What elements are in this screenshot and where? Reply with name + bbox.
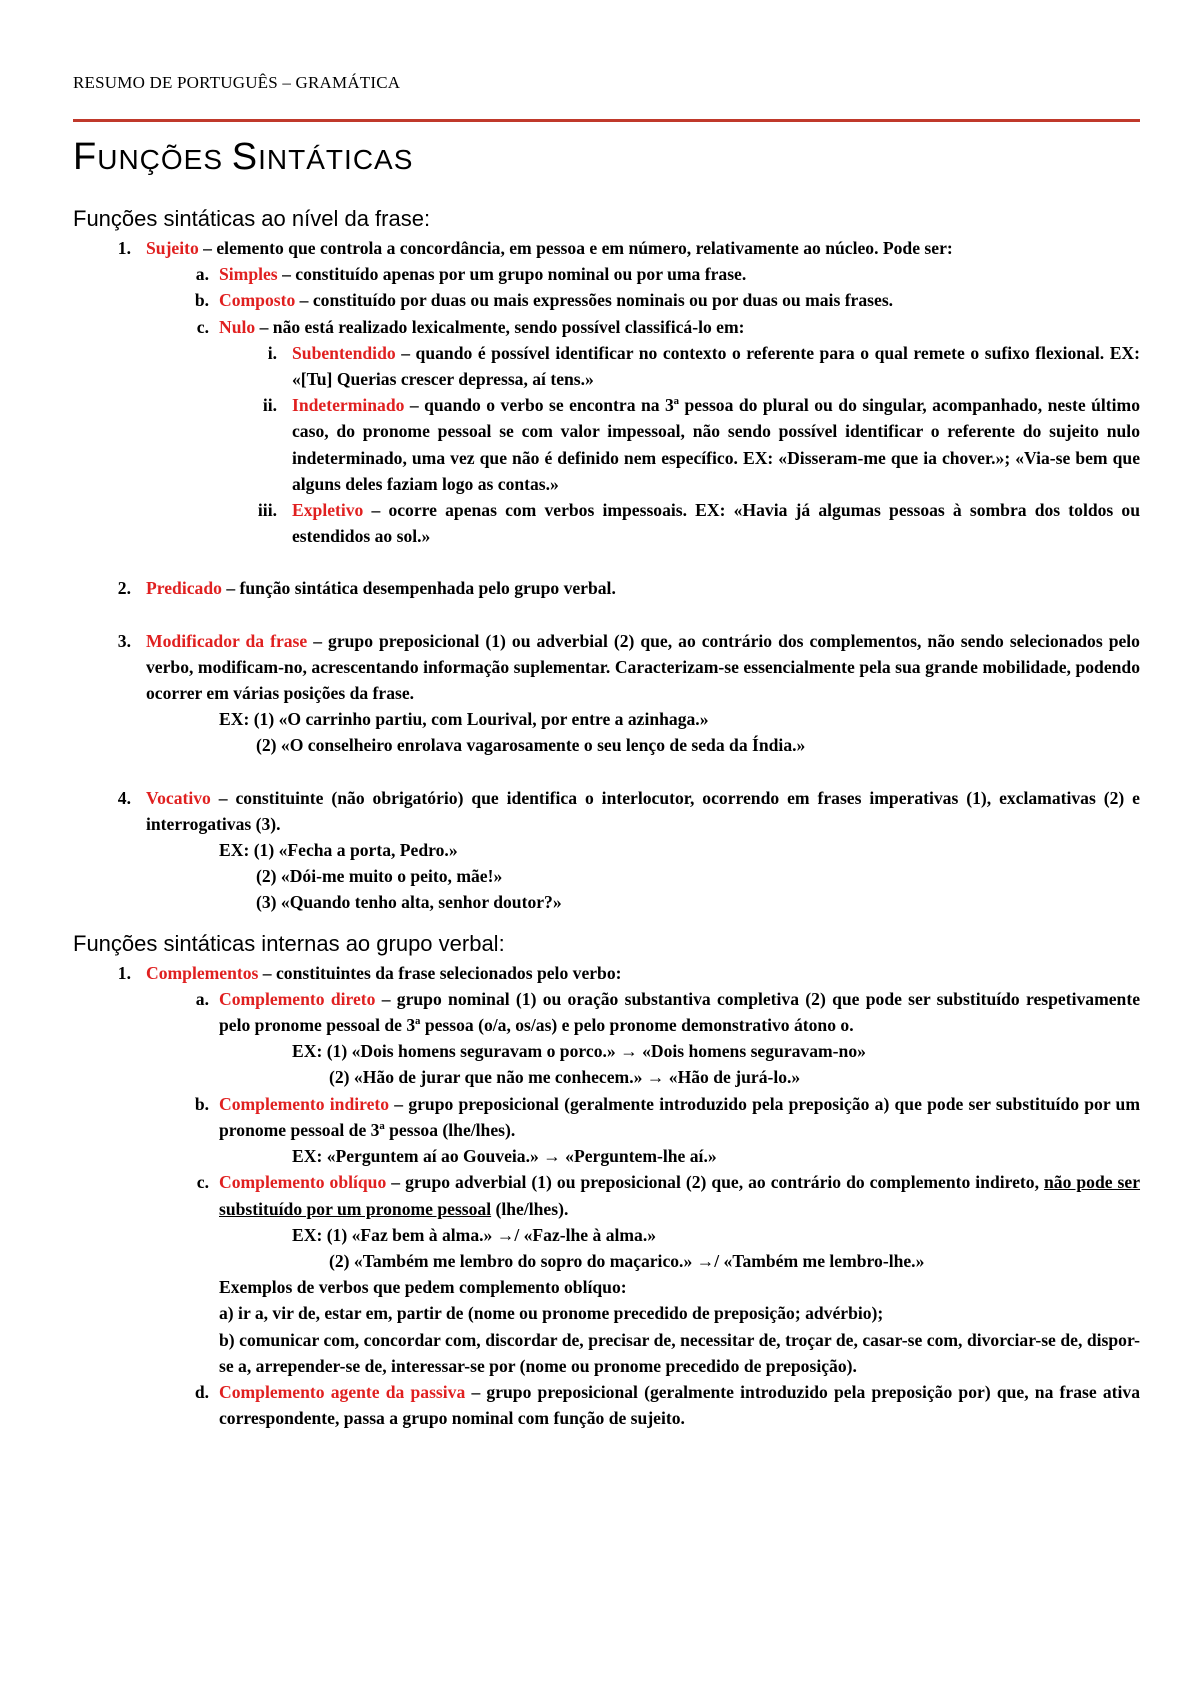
example-line: (2) «Hão de jurar que não me conhecem.» → «Hão de jurá-lo.» (329, 1067, 801, 1088)
list-item-agente-passiva: d. Complemento agente da passiva – grupo preposicional (geralmente introduzido pela preposição por) que, na frase ativa correspondente, passa a grupo nominal com função de sujeito. (194, 1381, 1140, 1429)
note-line: a) ir a, vir de, estar em, partir de (nome ou pronome precedido de preposição; advérbio); (219, 1303, 884, 1324)
section-heading-grupo-verbal: Funções sintáticas internas ao grupo verbal: (73, 930, 505, 956)
list-item-nulo: c. Nulo – não está realizado lexicalmente, sendo possível classificá-lo em: (196, 316, 745, 337)
list-item-complemento-obliquo: c. Complemento oblíquo – grupo adverbial (1) ou preposicional (2) que, ao contrário do complemento indireto, não pode ser substituído por um pronome pessoal (lhe/lhes). (196, 1172, 1141, 1219)
list-item-predicado: 2. Predicado – função sintática desempenhada pelo grupo verbal. (117, 578, 616, 599)
list-item-complementos: 1. Complementos – constituintes da frase selecionados pelo verbo: (117, 962, 622, 983)
example-line: (2) «Dói-me muito o peito, mãe!» (256, 866, 503, 887)
example-line: EX: (1) «O carrinho partiu, com Lourival, por entre a azinhaga.» (219, 709, 709, 730)
list-item-indeterminado: ii. Indeterminado – quando o verbo se encontra na 3ª pessoa do plural ou do singular, acompanhado, neste último caso, do pronome pessoal se com valor impessoal, não sendo possível identificar o referente do sujeito nulo indeterminado, uma vez que não é definido nem específico. EX: «Disseram-me que ia chover.»; «Via-se bem que alguns deles faziam logo as contas.» (262, 395, 1140, 494)
list-item-expletivo: iii. Expletivo – ocorre apenas com verbos impessoais. EX: «Havia já algumas pessoas à sombra dos toldos ou estendidos ao sol.» (257, 500, 1140, 547)
example-line: EX: «Perguntem aí ao Gouveia.» → «Perguntem-lhe aí.» (292, 1146, 717, 1167)
note-line: Exemplos de verbos que pedem complemento oblíquo: (219, 1277, 627, 1298)
note-line: b) comunicar com, concordar com, discordar de, precisar de, necessitar de, troçar de, casar-se com, divorciar-se de, dispor-se a, arrepender-se de, interessar-se por (nome ou pronome precedido de preposição). (219, 1329, 1140, 1376)
section-heading-frase: Funções sintáticas ao nível da frase: (73, 206, 431, 231)
example-line: EX: (1) «Fecha a porta, Pedro.» (219, 840, 458, 861)
example-line: (2) «O conselheiro enrolava vagarosamente o seu lenço de seda da Índia.» (256, 735, 806, 756)
example-line: EX: (1) «Dois homens seguravam o porco.» → «Dois homens seguravam-no» (292, 1041, 866, 1062)
list-item-complemento-indireto: b. Complemento indireto – grupo preposicional (geralmente introduzido pela preposição a) que pode ser substituído por um pronome pessoal de 3ª pessoa (lhe/lhes). (194, 1093, 1140, 1140)
example-line: (2) «Também me lembro do sopro do maçarico.» →/ «Também me lembro-lhe.» (329, 1250, 925, 1271)
header-rule (73, 119, 1140, 122)
example-line: EX: (1) «Faz bem à alma.» →/ «Faz-lhe à alma.» (292, 1224, 657, 1245)
list-item-sujeito: 1. Sujeito – elemento que controla a concordância, em pessoa e em número, relativamente ao núcleo. Pode ser: (117, 238, 953, 258)
list-item-vocativo: 4. Vocativo – constituinte (não obrigatório) que identifica o interlocutor, ocorrendo em frases imperativas (1), exclamativas (2) e interrogativas (3). (117, 787, 1140, 834)
example-line: (3) «Quando tenho alta, senhor doutor?» (256, 892, 562, 913)
list-item-modificador: 3. Modificador da frase – grupo preposicional (1) ou adverbial (2) que, ao contrário dos complementos, não sendo selecionados pelo verbo, modificam-no, acrescentando informação suplementar. Caracterizam-se essencialmente pela sua grande mobilidade, podendo ocorrer em várias posições da frase. (117, 630, 1140, 704)
page-title: FUNÇÕES SINTÁTICAS (73, 136, 414, 178)
list-item-simples: a. Simples – constituído apenas por um grupo nominal ou por uma frase. (195, 264, 747, 285)
list-item-complemento-direto: a. Complemento direto – grupo nominal (1) ou oração substantiva completiva (2) que pode ser substituído respetivamente pelo pronome pessoal de 3ª pessoa (o/a, os/as) e pelo pronome demonstrativo átono o. (195, 988, 1140, 1036)
page-header: RESUMO DE PORTUGUÊS – GRAMÁTICA (73, 73, 401, 92)
list-item-subentendido: i. Subentendido – quando é possível identificar no contexto o referente para o qual remete o sufixo flexional. EX: «[Tu] Querias crescer depressa, aí tens.» (267, 342, 1140, 390)
document-body (73, 205, 1140, 1431)
list-item-composto: b. Composto – constituído por duas ou mais expressões nominais ou por duas ou mais frases. (194, 290, 894, 311)
